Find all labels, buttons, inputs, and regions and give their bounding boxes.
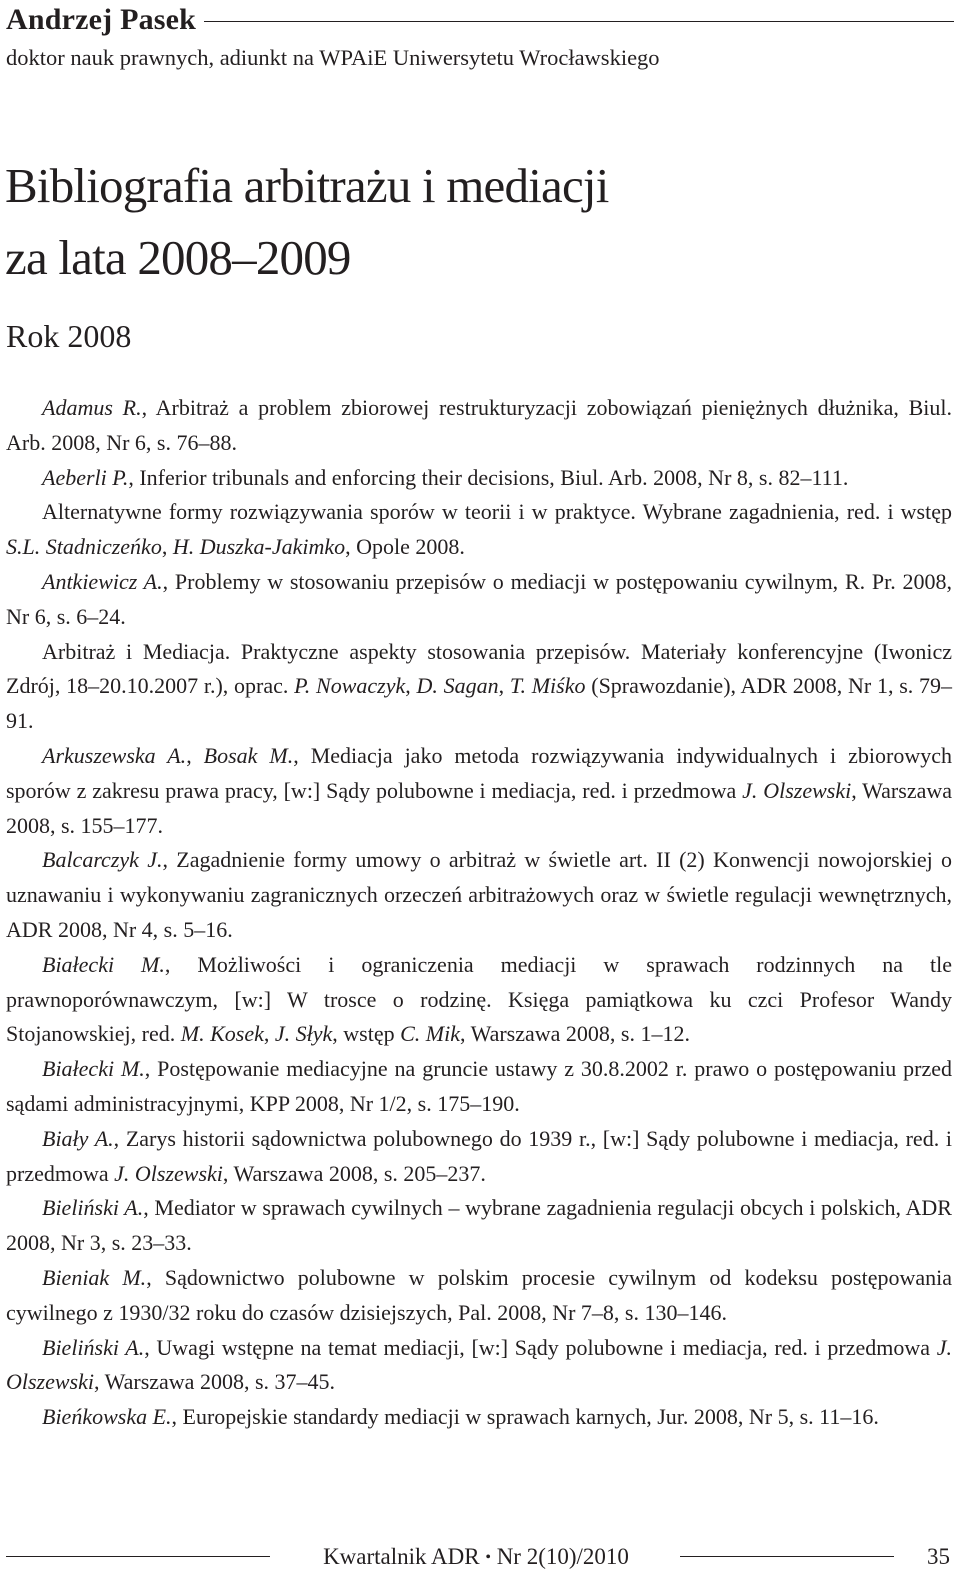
entry-text: , Warszawa 2008, s. 37–45. <box>94 1369 336 1395</box>
author-header <box>6 2 954 38</box>
bibliography-entry <box>6 1191 952 1261</box>
entry-text: , Warszawa 2008, s. 155–177. <box>6 777 953 838</box>
entry-editor: J. Słyk <box>274 1021 333 1047</box>
entry-text: , Warszawa 2008, s. 1–12. <box>459 1021 690 1047</box>
bibliography-entry <box>6 843 952 947</box>
entry-text: Alternatywne formy rozwiązywania sporów w teorii i w praktyce. Wybrane zagadnienia, red. i wstęp <box>42 499 952 525</box>
entry-text: , Postępowanie mediacyjne na gruncie ustawy z 30.8.2002 r. prawo o postępowaniu przed sądami administracyjnymi, KPP 2008, Nr 1/2, s. 175–190. <box>6 1056 952 1116</box>
entry-author: Bieniak M. <box>42 1264 147 1290</box>
author-affiliation: doktor nauk prawnych, adiunkt na WPAiE Uniwersytetu Wrocławskiego <box>6 45 660 70</box>
entry-editor: M. Kosek <box>180 1021 264 1047</box>
bibliography-entry <box>6 1331 952 1401</box>
separator-dot: • <box>485 1549 491 1566</box>
entry-text: , Europejskie standardy mediacji w sprawach karnych, Jur. 2008, Nr 5, s. 11–16. <box>171 1404 879 1430</box>
title-line-1: Bibliografia arbitrażu i mediacji <box>5 158 609 213</box>
bibliography-entry <box>6 461 952 496</box>
entry-editor: H. Duszka-Jakimko <box>172 534 346 560</box>
entry-text: , Zagadnienie formy umowy o arbitraż w świetle art. II (2) Konwencji nowojorskiej o uznawaniu i wykonywaniu zagranicznych orzeczeń arbitrażowych oraz w świetle regulacji wewnętrznych, ADR 2008, Nr 4, s. 5–16. <box>6 847 952 942</box>
entry-text: , Mediator w sprawach cywilnych – wybrane zagadnienia regulacji obcych i polskich, ADR 2008, Nr 3, s. 23–33. <box>6 1195 952 1256</box>
entry-author: Arkuszewska A. <box>42 742 187 768</box>
entry-text: , wstęp <box>332 1021 401 1047</box>
entry-text: , Warszawa 2008, s. 205–237. <box>222 1160 486 1186</box>
bibliography-entry <box>6 948 952 1052</box>
entry-author: Białecki M. <box>42 951 165 977</box>
journal-name: Kwartalnik ADR <box>323 1544 480 1569</box>
entry-text: , <box>161 534 173 560</box>
bibliography-entry <box>6 1122 952 1192</box>
entry-author: Bieńkowska E. <box>42 1404 172 1430</box>
entry-author: Aeberli P. <box>42 464 129 490</box>
entry-author: Bieliński A. <box>42 1334 145 1360</box>
entry-author: Balcarczyk J. <box>42 847 163 873</box>
bibliography-entry <box>6 565 952 635</box>
bibliography-entry <box>6 739 952 843</box>
footer-rule-right <box>680 1556 894 1557</box>
entry-editor: D. Sagan <box>416 673 499 699</box>
entry-author: Biały A. <box>42 1125 114 1151</box>
bibliography-entry <box>6 1400 952 1435</box>
section-heading: Rok 2008 <box>6 318 132 354</box>
bibliography-entry <box>6 391 952 461</box>
entry-text: , Zarys historii sądownictwa polubownego do 1939 r., [w:] Sądy polubowne i mediacja, red. i przedmowa <box>6 1125 952 1186</box>
bibliography-entry <box>6 1261 952 1331</box>
entry-text: , Mediacja jako metoda rozwiązywania indywidualnych i zbiorowych sporów z zakresu prawa pracy, [w:] Sądy polubowne i mediacja, red. i przedmowa <box>6 742 952 803</box>
entry-author: Bieliński A. <box>42 1195 144 1221</box>
entry-text: , Możliwości i ograniczenia mediacji w sprawach rodzinnych na tle prawnoporównawczym, [w:] W trosce o rodzinę. Księga pamiątkowa ku czci Profesor Wandy Stojanowskiej, red. <box>6 951 952 1047</box>
entry-editor: T. Miśko <box>509 673 586 699</box>
bibliography-entry <box>6 1052 952 1122</box>
entry-editor: J. Olszewski <box>742 777 852 803</box>
journal-citation <box>286 1542 666 1573</box>
entry-text: (Sprawozdanie), ADR 2008, Nr 1, s. 79–91. <box>6 673 953 734</box>
entry-author: Adamus R. <box>42 395 142 420</box>
entry-text: , <box>186 742 204 768</box>
footer-rule-left <box>6 1556 270 1557</box>
entry-text: , <box>498 673 510 699</box>
bibliography-entry <box>6 495 952 565</box>
title-line-2: za lata 2008–2009 <box>5 230 351 285</box>
bibliography-entry <box>6 635 952 739</box>
entry-text: , Sądownictwo polubowne w polskim procesie cywilnym od kodeksu postępowania cywilnego z 1930/32 roku do czasów dzisiejszych, Pal. 2008, Nr 7–8, s. 130–146. <box>6 1264 952 1325</box>
author-name: Andrzej Pasek <box>6 2 204 38</box>
entry-editor: S.L. Stadniczeńko <box>6 534 162 560</box>
entry-author: Białecki M. <box>42 1056 145 1082</box>
entry-text: , <box>263 1021 275 1047</box>
entry-text: , Uwagi wstępne na temat mediacji, [w:] Sądy polubowne i mediacja, red. i przedmowa <box>144 1334 937 1360</box>
page-number: 35 <box>927 1544 950 1569</box>
entry-editor: P. Nowaczyk <box>294 673 406 699</box>
entry-editor: J. Olszewski <box>114 1160 223 1186</box>
entry-editor: C. Mik <box>400 1021 460 1047</box>
entry-text: , Inferior tribunals and enforcing their decisions, Biul. Arb. 2008, Nr 8, s. 82–111. <box>128 464 849 490</box>
entry-text: , Arbitraż a problem zbiorowej restrukturyzacji zobowiązań pieniężnych dłużnika, Biul. Arb. 2008, Nr 6, s. 76–88. <box>6 395 952 455</box>
entry-text: , Problemy w stosowaniu przepisów o mediacji w postępowaniu cywilnym, R. Pr. 2008, Nr 6, s. 6–24. <box>6 568 952 629</box>
article-title <box>5 150 609 294</box>
entry-text: , <box>405 673 417 699</box>
page-footer <box>6 1542 954 1572</box>
entry-text: , Opole 2008. <box>345 534 465 560</box>
entry-text: Arbitraż i Mediacja. Praktyczne aspekty stosowania przepisów. Materiały konferencyjne (Iwonicz Zdrój, 18–20.10.2007 r.), oprac. <box>6 638 952 699</box>
entry-author: Bosak M. <box>203 742 294 768</box>
entry-author: Antkiewicz A. <box>42 568 163 594</box>
entry-editor: J. Olszewski <box>6 1334 952 1395</box>
bibliography-list <box>6 391 952 1435</box>
journal-issue: Nr 2(10)/2010 <box>496 1544 629 1569</box>
